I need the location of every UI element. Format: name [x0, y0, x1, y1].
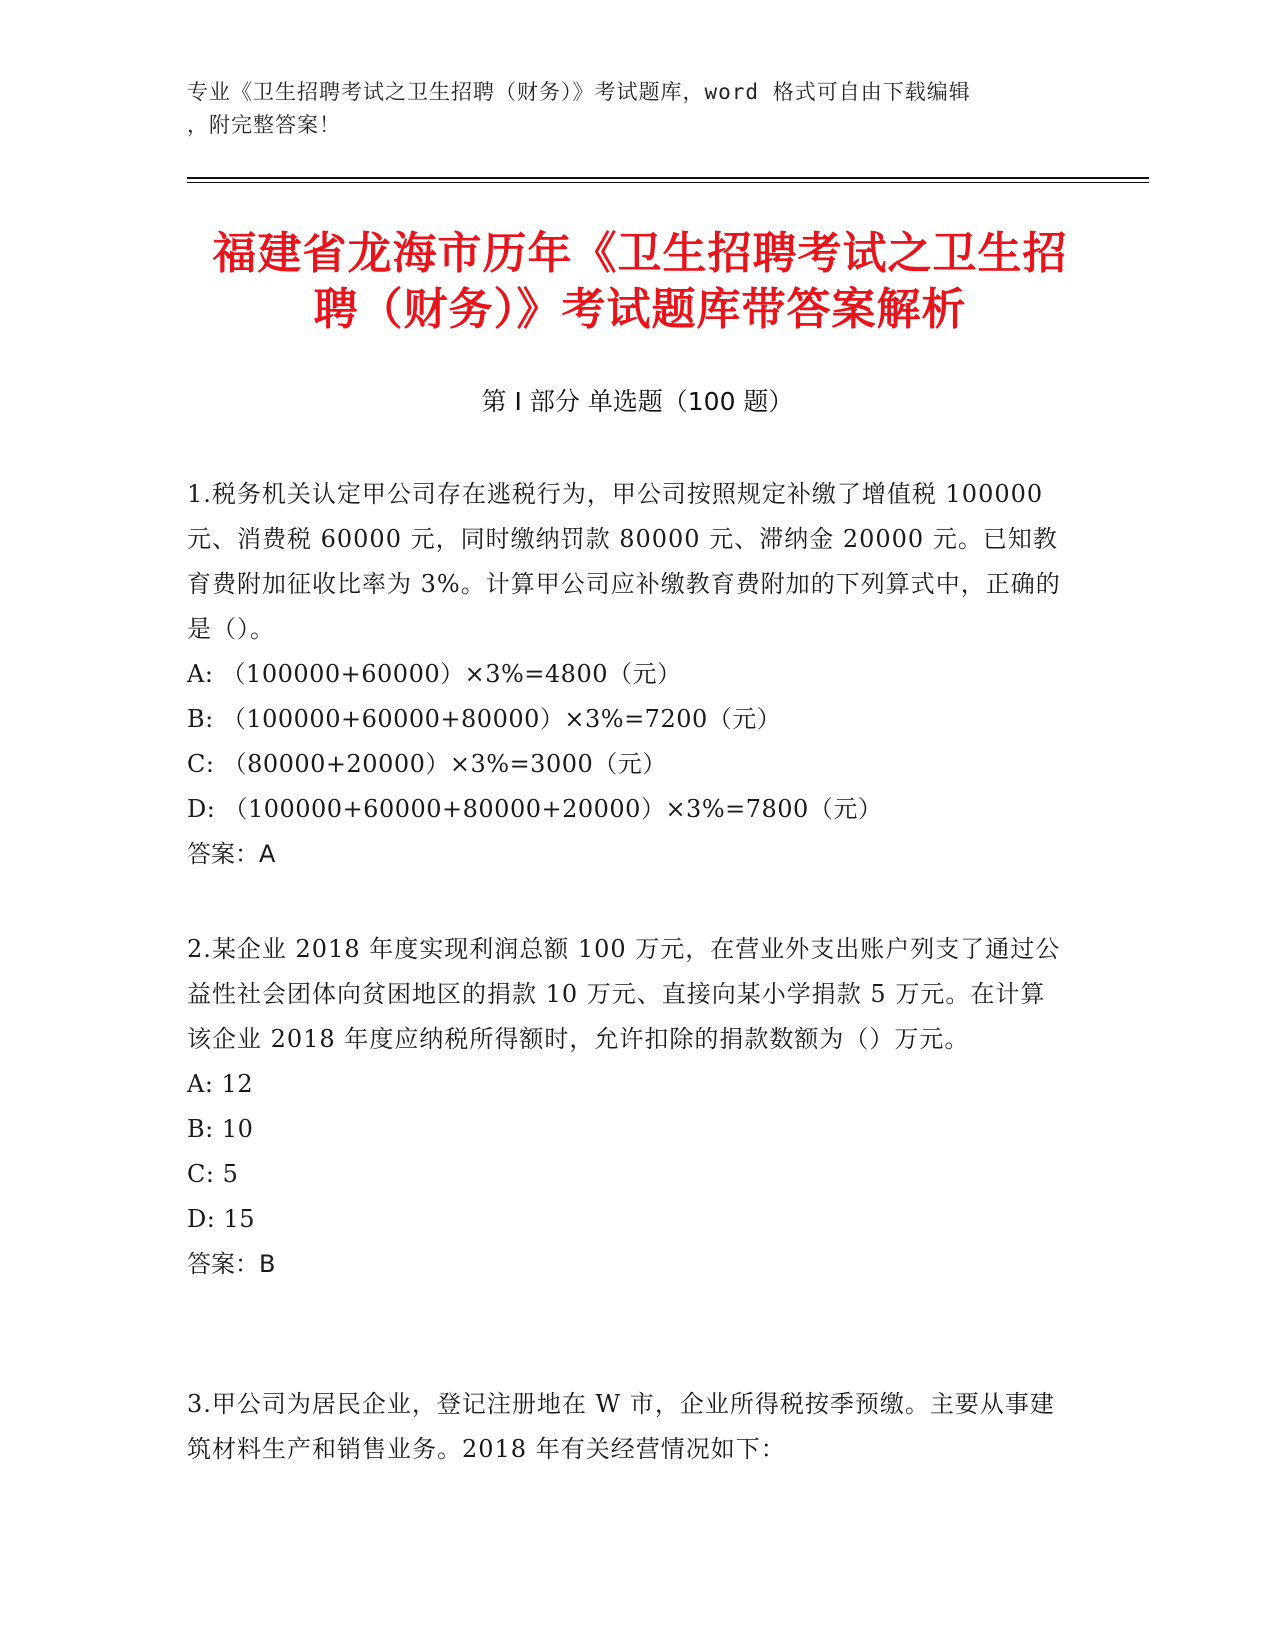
option-d: D: 15 — [187, 1205, 255, 1233]
option-b: B: （100000+60000+80000）×3%=7200（元） — [187, 705, 782, 733]
document-title — [160, 226, 1120, 338]
header-note-line-2: ，附完整答案！ — [187, 113, 341, 137]
option-c: C: 5 — [187, 1160, 239, 1188]
header-note-line-1: 专业《卫生招聘考试之卫生招聘（财务）》考试题库，word 格式可自由下载编辑 — [187, 80, 971, 104]
option-a: A: （100000+60000）×3%=4800（元） — [187, 660, 682, 688]
question-stem: 3.甲公司为居民企业，登记注册地在 W 市，企业所得税按季预缴。主要从事建筑材料生产和销售业务。2018 年有关经营情况如下： — [187, 1390, 1055, 1463]
question-2 — [187, 927, 1067, 1287]
question-stem: 2.某企业 2018 年度实现利润总额 100 万元，在营业外支出账户列支了通过公益性社会团体向贫困地区的捐款 10 万元、直接向某小学捐款 5 万元。在计算该企业 2018 年度应纳税所得额时，允许扣除的捐款数额为（）万元。 — [187, 935, 1061, 1053]
answer: 答案：A — [187, 840, 276, 868]
document-title-line-2: 聘（财务）》考试题库带答案解析 — [313, 284, 967, 335]
document-title-line-1: 福建省龙海市历年《卫生招聘考试之卫生招 — [212, 228, 1068, 279]
option-c: C: （80000+20000）×3%=3000（元） — [187, 750, 667, 778]
option-a: A: 12 — [187, 1070, 254, 1098]
answer: 答案：B — [187, 1250, 276, 1278]
header-note — [187, 76, 1087, 142]
question-3 — [187, 1382, 1067, 1472]
option-b: B: 10 — [187, 1115, 254, 1143]
question-stem: 1.税务机关认定甲公司存在逃税行为，甲公司按照规定补缴了增值税 100000 元、消费税 60000 元，同时缴纳罚款 80000 元、滞纳金 20000 元。已知教育费附加征收比率为 3%。计算甲公司应补缴教育费附加的下列算式中，正确的是（）。 — [187, 480, 1061, 643]
header-divider-thick — [187, 177, 1149, 179]
header-divider-thin — [187, 182, 1149, 183]
question-1 — [187, 472, 1067, 877]
section-heading: 第 I 部分 单选题（100 题） — [481, 387, 794, 416]
option-d: D: （100000+60000+80000+20000）×3%=7800（元） — [187, 795, 883, 823]
